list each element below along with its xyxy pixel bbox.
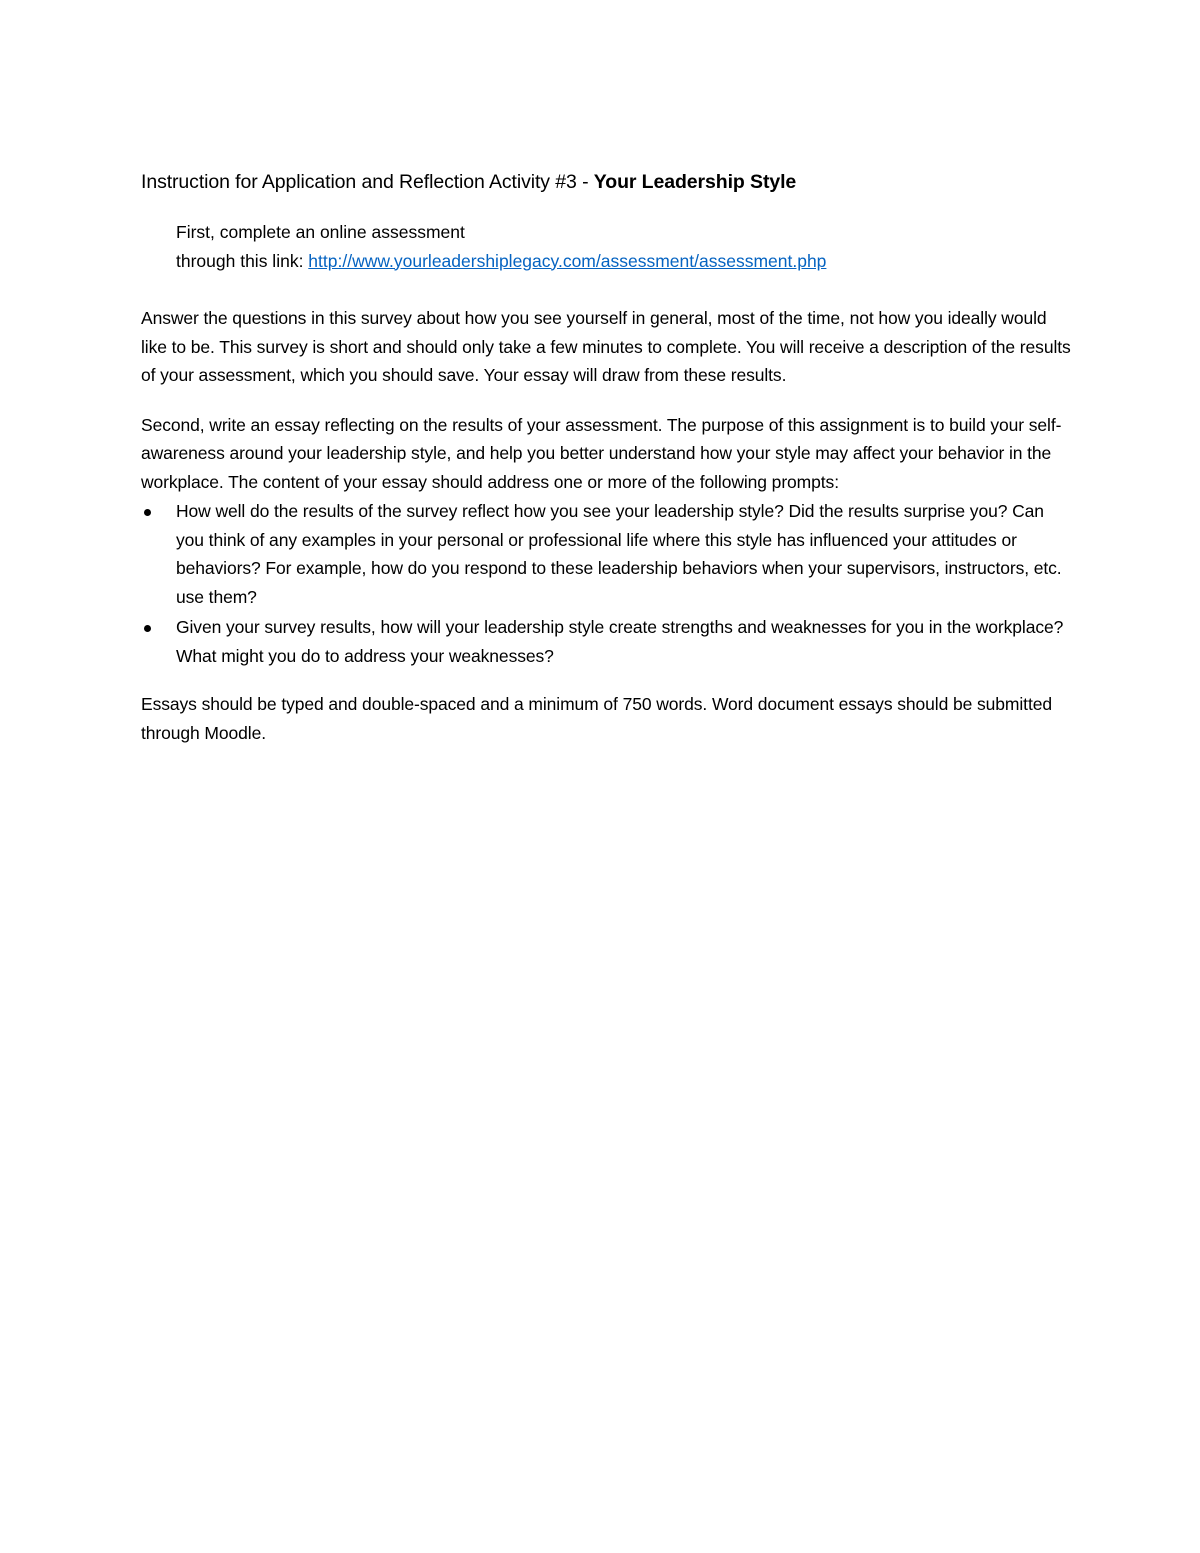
title-emphasis: Your Leadership Style	[593, 171, 797, 193]
second-step-paragraph: Second, write an essay reflecting on the results of your assessment. The purpose of this assignment is to build your self-awareness around your leadership style, and help you better understand how your style may affect your behavior in the workplace. The content of your essay should address one or more of the following prompts:	[141, 414, 1062, 492]
document-title	[141, 168, 1071, 196]
title-text: Instruction for Application and Reflection Activity #3 -	[141, 171, 594, 193]
link-prefix: through this link:	[176, 250, 309, 271]
list-item	[141, 497, 1071, 611]
bullet-icon	[144, 509, 151, 516]
first-step-instructions	[176, 218, 1071, 275]
essay-requirements-paragraph: Essays should be typed and double-spaced and a minimum of 750 words. Word document essays should be submitted through Moodle.	[141, 694, 1052, 743]
prompt-list	[141, 497, 1071, 670]
prompt-text: How well do the results of the survey reflect how you see your leadership style? Did the results surprise you? Can you think of any examples in your personal or professional life where this style has influenced your attitudes or behaviors? For example, how do you respond to these leadership behaviors when your supervisors, instructors, etc. use them?	[176, 501, 1062, 607]
list-item	[141, 613, 1071, 670]
answer-paragraph: Answer the questions in this survey about how you see yourself in general, most of the time, not how you ideally would like to be. This survey is short and should only take a few minutes to complete. You will receive a description of the results of your assessment, which you should save. Your essay will draw from these results.	[141, 308, 1071, 385]
document-body	[141, 168, 1071, 768]
prompt-text: Given your survey results, how will your leadership style create strengths and weaknesses for you in the workplace? What might you do to address your weaknesses?	[176, 617, 1064, 666]
first-step-line: First, complete an online assessment	[176, 222, 465, 242]
first-step-link-line	[176, 247, 1071, 276]
bullet-icon	[144, 625, 151, 632]
assessment-link[interactable]: http://www.yourleadershiplegacy.com/assessment/assessment.php	[308, 250, 827, 271]
